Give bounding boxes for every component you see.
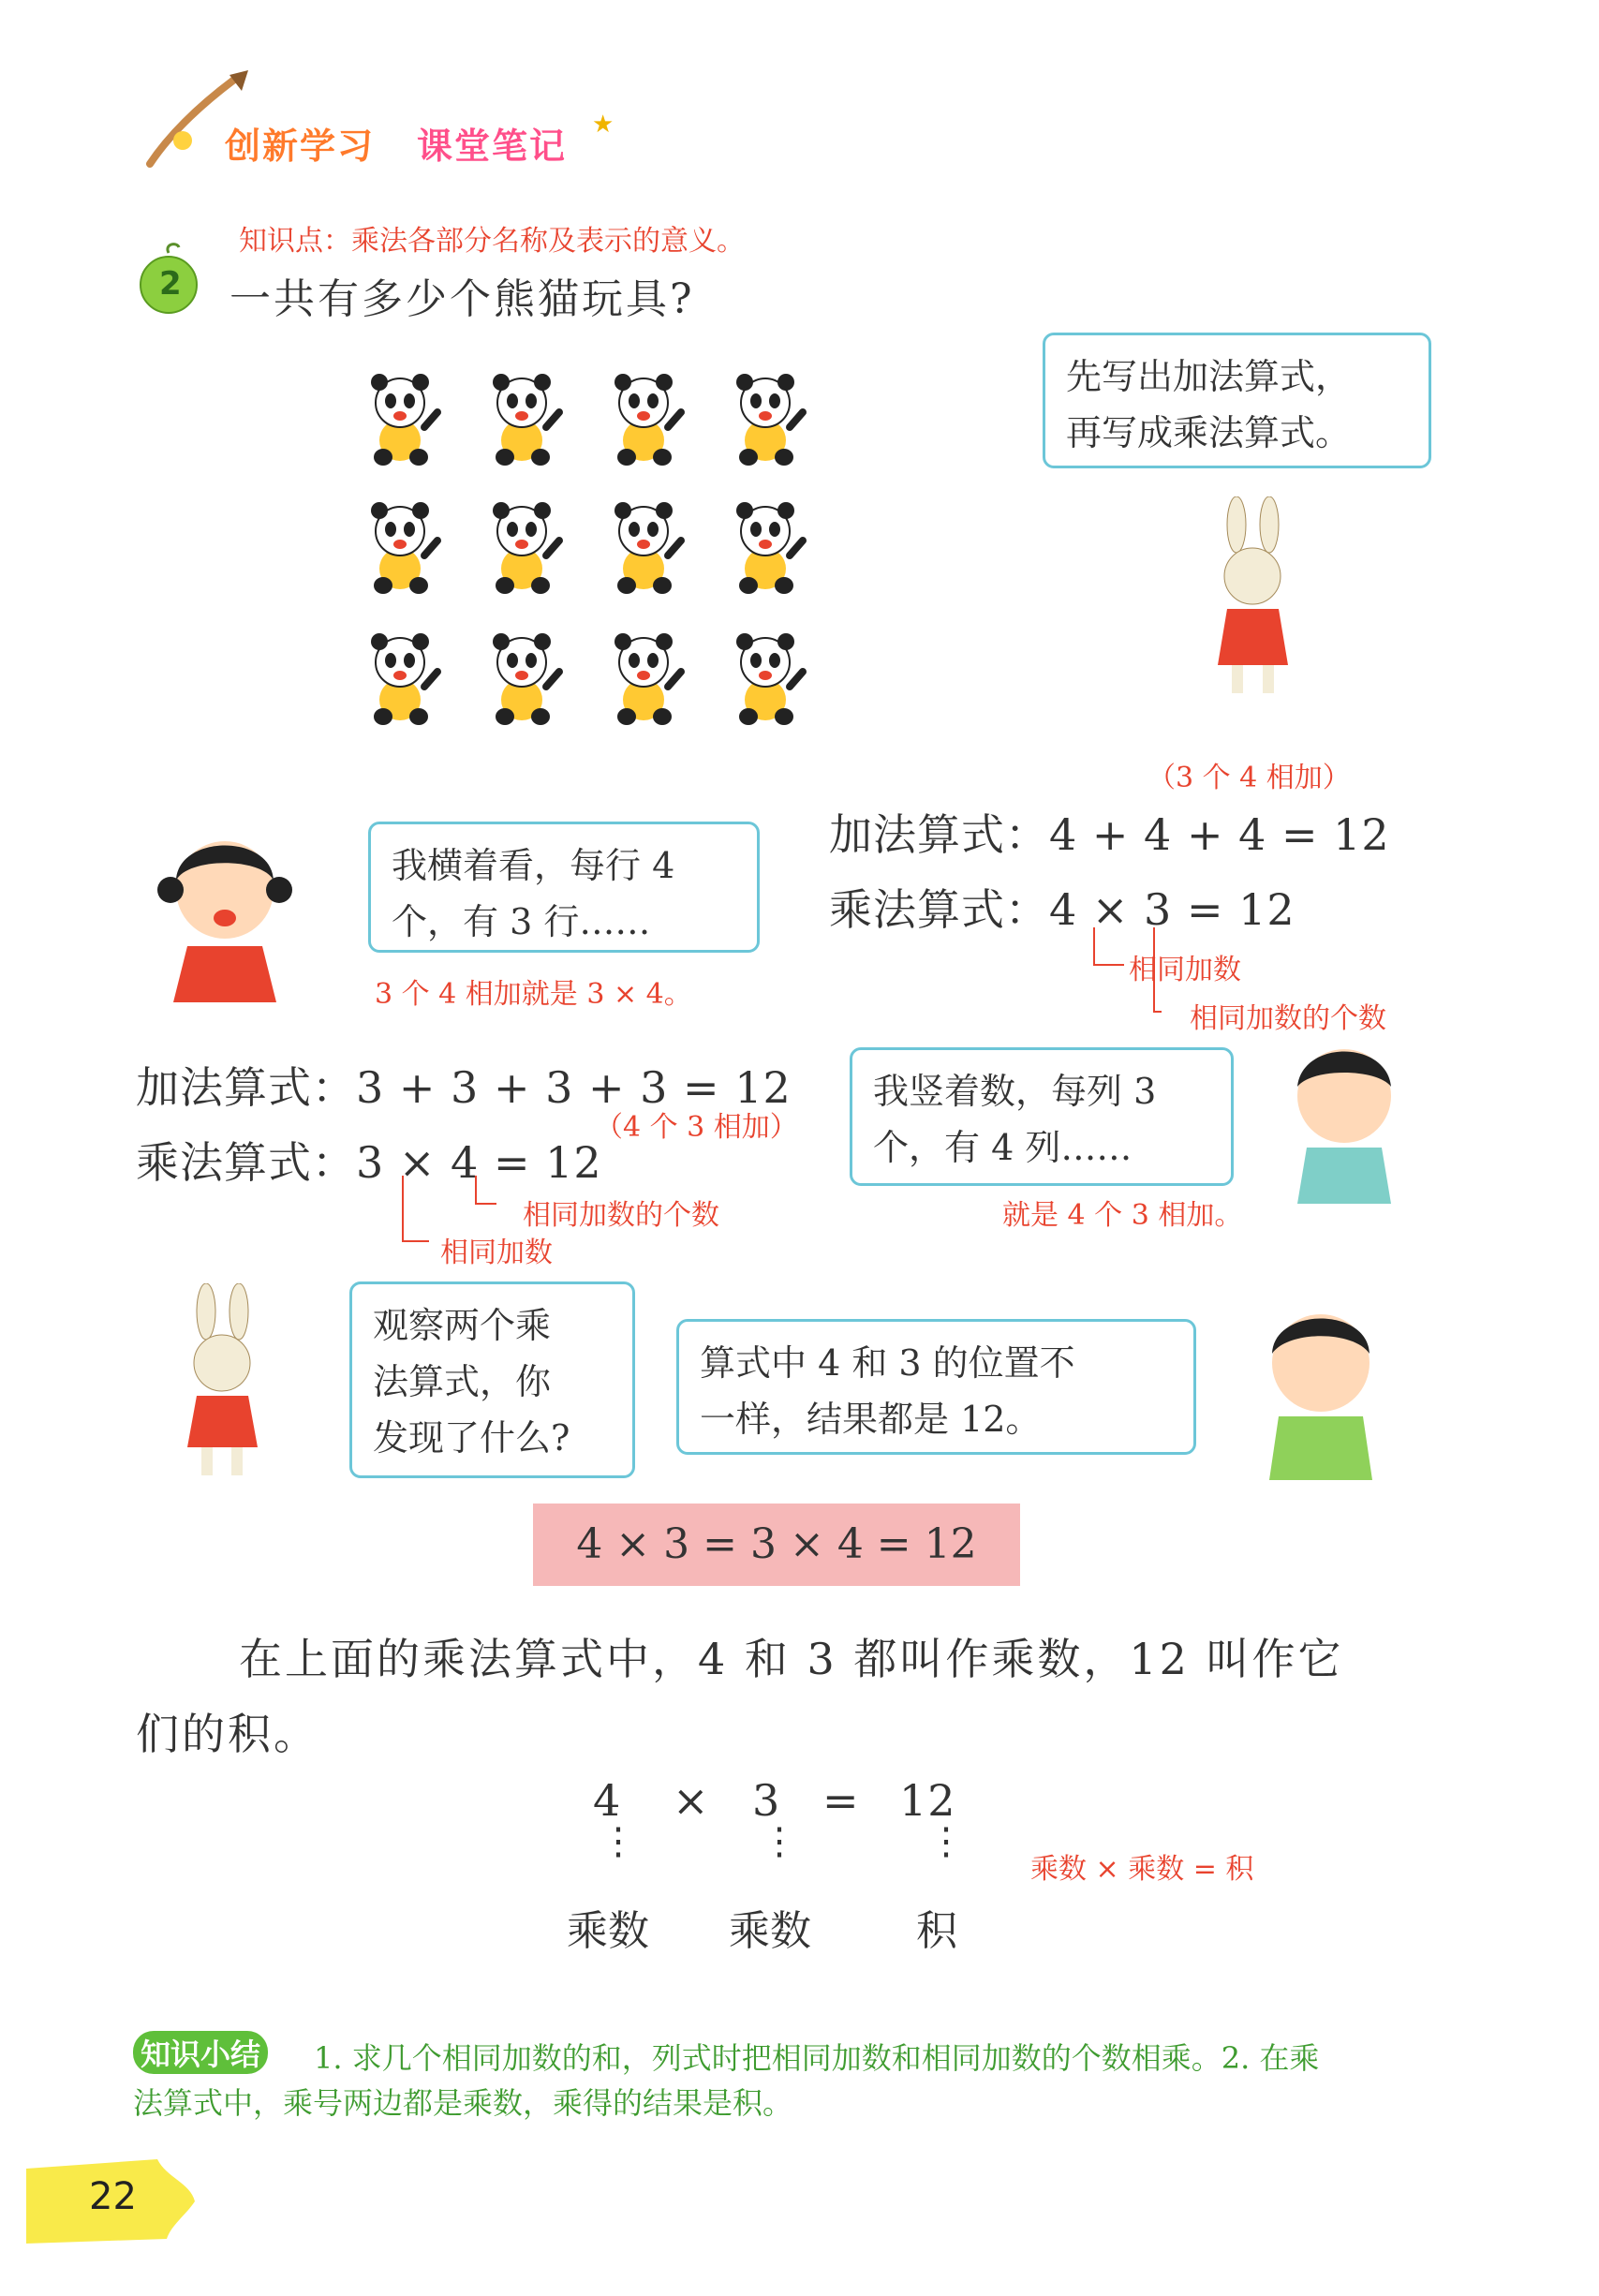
factor-a: 4 — [593, 1775, 622, 1826]
panda-icon — [736, 633, 803, 725]
label-product: 积 — [916, 1907, 957, 1955]
panda-icon — [493, 502, 559, 594]
factor-b: 3 — [752, 1775, 781, 1826]
rabbit-speech-bubble — [1043, 333, 1431, 468]
bubble-line: 先写出加法算式， — [1066, 356, 1352, 397]
panda-grid — [361, 361, 848, 745]
bubble-line: 观察两个乘 — [373, 1305, 552, 1346]
panda-icon — [371, 374, 437, 466]
boy-icon — [1236, 1302, 1386, 1480]
rabbit-icon — [164, 1283, 286, 1480]
page-number: 22 — [89, 2175, 137, 2218]
boy-note: 就是 4 个 3 相加。 — [1002, 1199, 1243, 1232]
girl-icon — [150, 824, 300, 1002]
label-same-addend: 相同加数 — [440, 1237, 553, 1269]
label-addend-count: 相同加数的个数 — [1190, 1002, 1386, 1035]
dotted-line: ⋮ — [600, 1820, 637, 1863]
panda-icon — [736, 502, 803, 594]
formula-note: 乘数 × 乘数 = 积 — [1030, 1853, 1254, 1886]
dotted-line: ⋮ — [927, 1820, 965, 1863]
bubble-line: 发现了什么? — [373, 1417, 570, 1459]
panda-icon — [614, 374, 681, 466]
bubble-line: 法算式，你 — [373, 1361, 552, 1402]
bubble-line: 个，有 3 行…… — [392, 901, 651, 942]
note-3-fours: （3 个 4 相加） — [1147, 762, 1351, 794]
boy-icon — [1283, 1035, 1405, 1204]
dotted-line: ⋮ — [761, 1820, 798, 1863]
panda-icon — [736, 374, 803, 466]
rabbit-question-bubble — [349, 1281, 635, 1478]
note-4-threes: （4 个 3 相加） — [595, 1111, 798, 1144]
addition-equation-left: 加法算式：3 + 3 + 3 + 3 = 12 — [136, 1062, 792, 1113]
girl-speech-bubble — [368, 822, 760, 953]
rabbit-icon — [1190, 496, 1311, 703]
star-icon: ★ — [592, 111, 614, 139]
multiplication-equation-right: 乘法算式：4 × 3 = 12 — [829, 884, 1295, 935]
summary-line: 法算式中，乘号两边都是乘数，乘得的结果是积。 — [133, 2085, 793, 2121]
paragraph-line: 在上面的乘法算式中，4 和 3 都叫作乘数，12 叫作它 — [239, 1634, 1344, 1684]
panda-icon — [371, 502, 437, 594]
bubble-line: 一样，结果都是 12。 — [700, 1399, 1042, 1440]
bubble-line: 个，有 4 列…… — [873, 1127, 1133, 1168]
multiplication-equation-left: 乘法算式：3 × 4 = 12 — [136, 1137, 602, 1188]
times-sign: × — [673, 1775, 710, 1826]
bubble-line: 我竖着数，每列 3 — [873, 1071, 1157, 1112]
summary-line: 1. 求几个相同加数的和，列式时把相同加数和相同加数的个数相乘。2. 在乘 — [314, 2040, 1320, 2076]
knowledge-point: 知识点：乘法各部分名称及表示的意义。 — [239, 225, 745, 258]
commutative-equation: 4 × 3 = 3 × 4 = 12 — [533, 1504, 1020, 1586]
paragraph-line: 们的积。 — [136, 1709, 319, 1759]
label-addend-count: 相同加数的个数 — [523, 1199, 719, 1232]
panda-icon — [493, 374, 559, 466]
bubble-line: 我横着看，每行 4 — [392, 845, 675, 886]
problem-number: 2 — [159, 265, 182, 303]
label-factor: 乘数 — [567, 1907, 649, 1955]
product: 12 — [899, 1775, 956, 1826]
equals-sign: = — [822, 1775, 860, 1826]
problem-question: 一共有多少个熊猫玩具? — [229, 275, 695, 323]
panda-icon — [371, 633, 437, 725]
girl-note: 3 个 4 相加就是 3 × 4。 — [375, 978, 692, 1011]
panda-icon — [614, 502, 681, 594]
bubble-line: 再写成乘法算式。 — [1066, 412, 1352, 453]
header-title-part1: 创新学习 — [225, 126, 376, 167]
bubble-line: 算式中 4 和 3 的位置不 — [700, 1342, 1075, 1384]
addition-equation-right: 加法算式：4 + 4 + 4 = 12 — [829, 809, 1390, 860]
panda-icon — [493, 633, 559, 725]
boy-answer-bubble — [676, 1319, 1196, 1455]
label-same-addend: 相同加数 — [1129, 954, 1241, 986]
summary-badge: 知识小结 — [133, 2031, 268, 2074]
panda-icon — [614, 633, 681, 725]
header-title-part2: 课堂笔记 — [417, 126, 568, 167]
boy-speech-bubble — [850, 1047, 1234, 1186]
label-factor: 乘数 — [729, 1907, 811, 1955]
